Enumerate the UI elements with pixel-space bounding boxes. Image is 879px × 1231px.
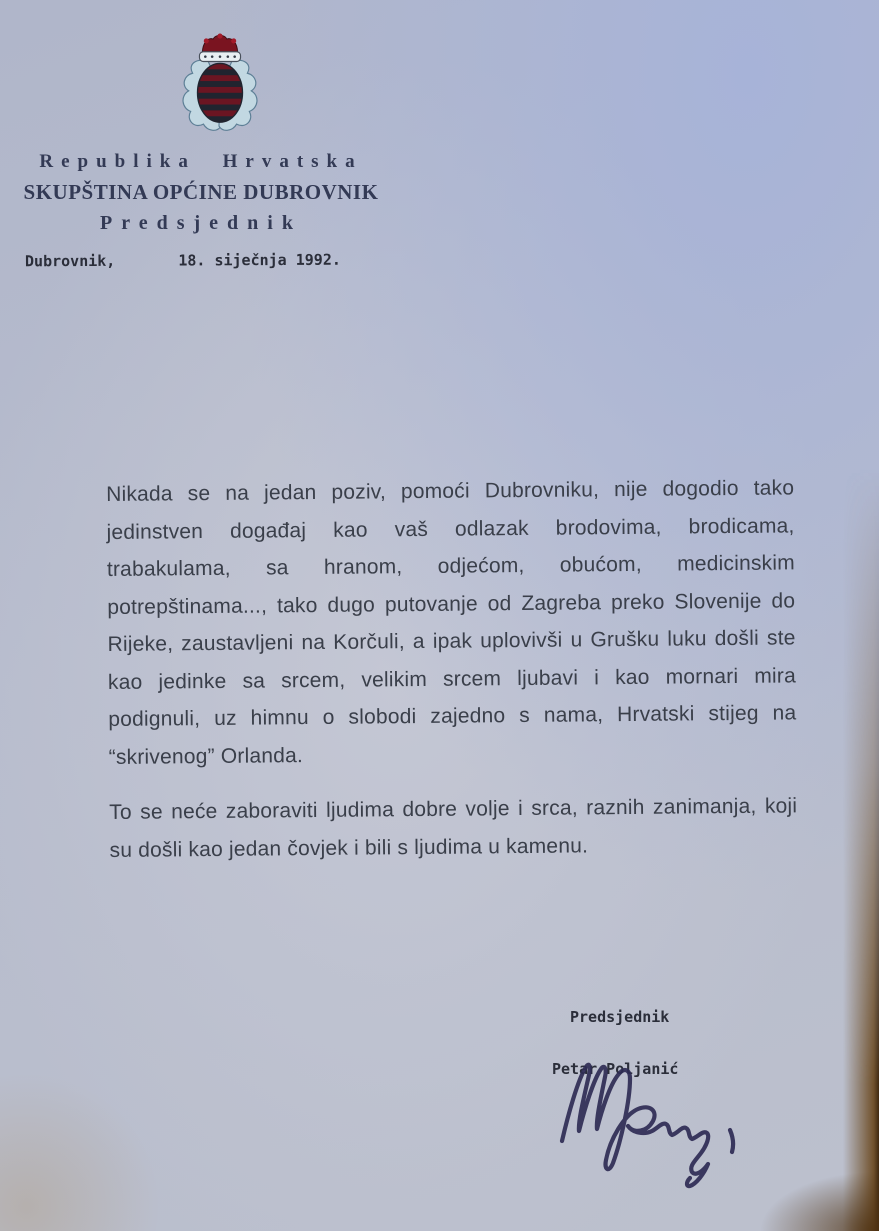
body-line: jedinstven događaj kao vaš odlazak brodovima, brodicama, [106,513,795,544]
letterhead-assembly: SKUPŠTINA OPĆINE DUBROVNIK [23,180,379,204]
body-line: Nikada se na jedan poziv, pomoći Dubrovniku, nije dogodio tako [106,476,795,506]
dateline-place: Dubrovnik, [24,251,116,271]
body-line: su došli kao jedan čovjek i bili s ljudima u kamenu. [109,833,589,862]
body-line: “skrivenog” Orlanda. [108,743,304,769]
dateline [25,250,525,271]
page-edge-shadow [843,0,879,1231]
letterhead [0,148,402,238]
dubrovnik-coat-of-arms-icon [176,30,264,138]
handwritten-signature-icon [540,1053,780,1203]
body-line: kao jedinke sa srcem, velikim srcem ljubavi i kao mornari mira [107,663,797,694]
signature-name: Petar Poljanić [552,1060,679,1078]
body-line: potrepštinama..., tako dugo putovanje od Zagreba preko Slovenije do [107,588,796,619]
signature-title: Predsjednik [570,1008,670,1026]
letterhead-republic: Republika Hrvatska [39,151,363,172]
letter-body [106,469,798,869]
body-line: Rijeke, zaustavljeni na Korčuli, a ipak uplovivši u Grušku luku došli ste [107,626,796,656]
paragraph-1 [106,469,797,776]
paragraph-2 [109,787,798,869]
body-line: podignuli, uz himnu o slobodi zajedno s nama, Hrvatski stijeg na [108,701,797,731]
letterhead-office: Predsjednik [100,212,302,234]
body-line: trabakulama, sa hranom, odjećom, obućom, medicinskim [106,551,795,581]
body-line: To se neće zaboraviti ljudima dobre volje i srca, raznih zanimanja, koji [109,794,798,824]
dateline-date: 18. siječnja 1992. [178,250,341,270]
